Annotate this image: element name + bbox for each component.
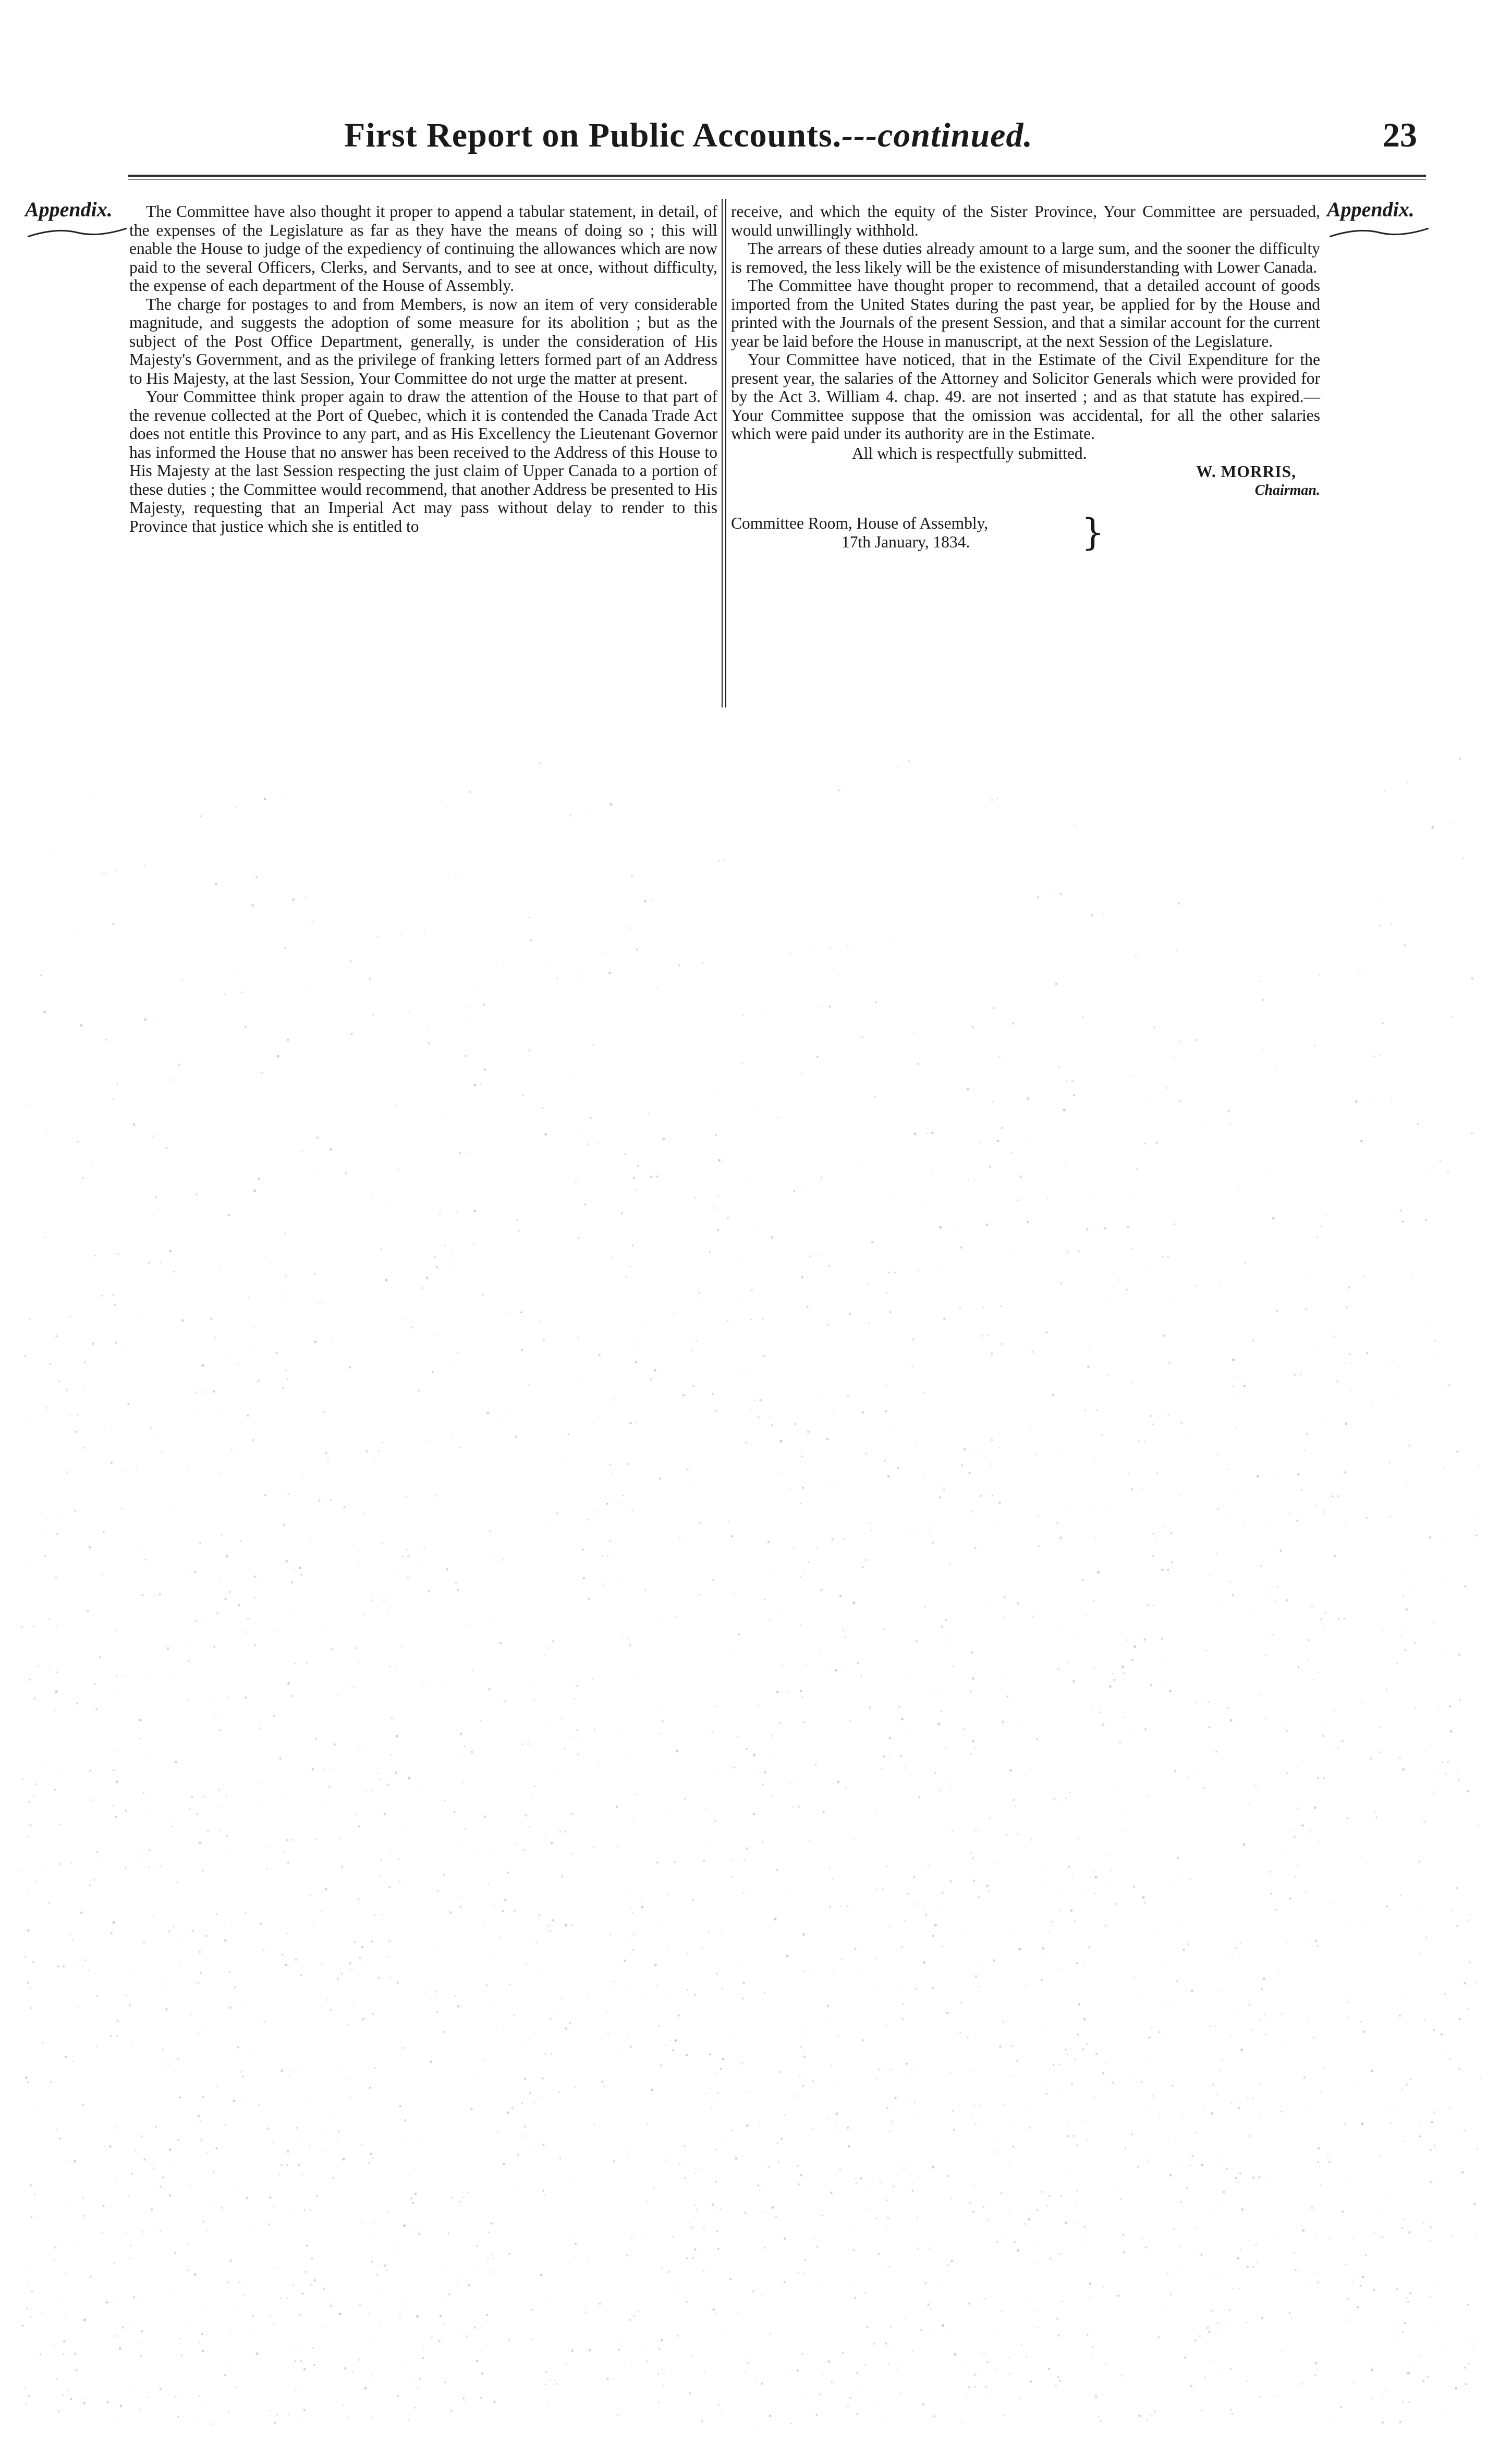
- paragraph: The Committee have also thought it proper to append a tabular statement, in detail, of the expenses of the Legislature as far as they have the means of doing so ; this will enable the House to judge of the expediency of continuing the allowances which are now paid to the several Officers, Clerks, and Servants, and to see at once, without difficulty, the expense of each department of the House of Assembly.: [129, 202, 717, 295]
- header-rule-secondary: [128, 179, 1426, 180]
- header-rule: [128, 175, 1426, 177]
- appendix-margin-label-left: Appendix.: [25, 198, 113, 221]
- signature-name: W. MORRIS,: [1196, 462, 1296, 481]
- report-title: First Report on Public Accounts.: [344, 116, 842, 154]
- appendix-margin-label-right: Appendix.: [1327, 198, 1415, 221]
- closing-line: All which is respectfully submitted.: [852, 444, 1087, 462]
- paragraph: Your Committee have noticed, that in the Estimate of the Civil Expenditure for the present year, the salaries of the Attorney and Solicitor Generals which were provided for by the Act 3. William 4. chap. 49. are not inserted ; and as that statute has expired.— Your Committee suppose that the omission was accidental, for all the other salaries which were paid under its authority are in the Estimate.: [731, 350, 1320, 443]
- page-title: [344, 116, 1033, 155]
- report-date: 17th January, 1834.: [842, 532, 970, 551]
- left-text-column: [129, 202, 717, 535]
- paragraph: The Committee have thought proper to recommend, that a detailed account of goods imported from the United States during the past year, be applied for by the House and printed with the Journals of the present Session, and that a similar account for the current year be laid before the House in manuscript, at the next Session of the Legislature.: [731, 276, 1320, 350]
- paragraph: Your Committee think proper again to draw the attention of the House to that part of the revenue collected at the Port of Quebec, which it is contended the Canada Trade Act does not entitle this Province to any part, and as His Excellency the Lieutenant Governor has informed the House that no answer has been received to the Address of this House to His Majesty at the last Session respecting the just claim of Upper Canada to a portion of these duties ; the Committee would recommend, that another Address be presented to His Majesty, requesting that an Imperial Act may pass without delay to render to this Province that justice which she is entitled to: [129, 387, 717, 535]
- margin-flourish-left: [25, 225, 129, 241]
- paragraph: The charge for postages to and from Members, is now an item of very considerable magnitude, and suggests the adoption of some measure for its abolition ; but as the subject of the Post Office Department, generally, is under the consideration of His Majesty's Government, and as the privilege of franking letters formed part of an Address to His Majesty, at the last Session, Your Committee do not urge the matter at present.: [129, 295, 717, 387]
- margin-flourish-right: [1327, 225, 1431, 241]
- paragraph: The arrears of these duties already amount to a large sum, and the sooner the difficulty is removed, the less likely will be the existence of misunderstanding with Lower Canada.: [731, 239, 1320, 276]
- column-divider: [722, 199, 726, 707]
- signature-role: Chairman.: [1254, 482, 1320, 498]
- committee-dateline: [731, 511, 1105, 554]
- brace-mark: }: [1081, 511, 1105, 554]
- page-number: 23: [1383, 116, 1417, 154]
- right-text-column: [731, 202, 1320, 554]
- paragraph: receive, and which the equity of the Sister Province, Your Committee are persuaded, would unwillingly withhold.: [731, 202, 1320, 239]
- committee-room: Committee Room, House of Assembly,: [731, 514, 989, 532]
- report-title-continued: ---continued.: [842, 116, 1033, 154]
